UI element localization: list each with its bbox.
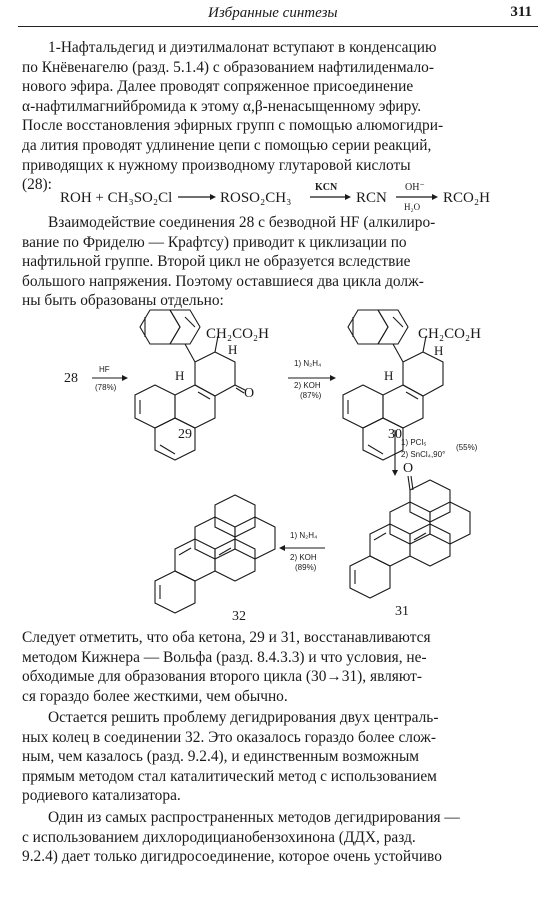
step3-reagent-2: 2) SnCl₄,90° <box>401 450 446 459</box>
step2-reagent-1: 1) N₂H₄ <box>294 359 322 368</box>
reaction-equation <box>60 180 500 212</box>
text-line: обходимые для образования второго цикла (30→31), являют- <box>22 668 423 686</box>
compound-32-label: 32 <box>232 609 246 624</box>
text-line: После восстановления эфирных групп с помощью алюмогидри- <box>22 117 444 135</box>
paragraph-4 <box>22 708 540 806</box>
text-line: нового эфира. Далее проводят сопряженное присоединение <box>22 78 414 96</box>
h-atom-30a: H <box>434 343 444 358</box>
text-line: нафтильной группе. Второй цикл не образуется вследствие <box>22 253 411 271</box>
eq-reactants: ROH + CH₃SO₂Cl <box>60 190 173 206</box>
text-line: родиевого катализатора. <box>22 787 181 805</box>
step2-reagent-2: 2) KOH <box>294 381 321 390</box>
step2-yield: (87%) <box>300 391 322 400</box>
h-atom-30b: H <box>384 368 394 383</box>
page-number: 311 <box>510 4 532 20</box>
text-line: 1-Нафтальдегид и диэтилмалонат вступают в конденсацию <box>48 39 437 56</box>
compound-29-label: 29 <box>178 427 192 442</box>
eq-nitrile: RCN <box>356 190 387 206</box>
running-title: Избранные синтезы <box>208 5 338 21</box>
text-line: (28): <box>22 176 52 194</box>
compound-31-structure <box>350 476 470 598</box>
h-atom-29a: H <box>228 342 238 357</box>
text-line: прямым методом стал каталитический метод с использованием <box>22 767 437 785</box>
text-line: 9.2.4) дает только дигидросоединение, которое очень устойчиво <box>22 848 442 866</box>
h-atom-29b: H <box>175 368 185 383</box>
reaction-scheme <box>0 300 552 630</box>
running-header <box>18 4 538 24</box>
substituent-29: CH₂CO₂H <box>206 326 269 342</box>
ketone-oxygen-29: O <box>244 386 255 401</box>
text-line: Взаимодействие соединения 28 с безводной HF (алкилиро- <box>48 214 436 231</box>
text-line: ны быть образованы отдельно: <box>22 292 224 310</box>
text-line: ных колец в соединении 32. Это оказалось гораздо более слож- <box>22 728 437 746</box>
paragraph-1 <box>22 38 540 195</box>
eq-kcn: KCN <box>315 182 338 193</box>
text-line: ным, чем казалось (разд. 9.2.4), и единственным возможным <box>22 748 420 766</box>
paragraph-2 <box>22 213 540 311</box>
text-line: Следует отметить, что оба кетона, 29 и 31, восстанавливаются <box>22 629 431 646</box>
text-line: большого напряжения. Поэтому оставшиеся два цикла долж- <box>22 272 424 290</box>
text-line: вание по Фриделю — Крафтсу) приводит к циклизации по <box>22 233 407 251</box>
compound-30-label: 30 <box>388 427 402 442</box>
text-line: методом Кижнера — Вольфа (разд. 8.4.3.3) и что условия, не- <box>22 648 427 666</box>
eq-hydroxide: OH⁻ <box>405 182 425 193</box>
paragraph-3 <box>22 628 540 706</box>
substituent-30: CH₂CO₂H <box>418 326 481 342</box>
text-line: ся гораздо более жесткими, чем обычно. <box>22 687 288 705</box>
eq-water: H₂O <box>404 202 421 212</box>
eq-acid: RCO₂H <box>443 190 490 206</box>
compound-31-label: 31 <box>395 604 409 619</box>
text-line: да лития проводят удлинение цепи с помощью серии реакций, <box>22 136 432 154</box>
hf-reagent: HF <box>99 365 110 374</box>
paragraph-5 <box>22 808 540 867</box>
ketone-oxygen-31: O <box>403 461 414 476</box>
step3-reagent-1: 1) PCl₅ <box>401 438 427 447</box>
text-line: приводящих к нужному производному глутаровой кислоты <box>22 156 411 174</box>
compound-32-structure <box>155 495 275 613</box>
text-line: по Кнёвенагелю (разд. 5.1.4) с образованием нафтилиденмало- <box>22 58 435 76</box>
start-compound-number: 28 <box>64 371 78 386</box>
step3-yield: (55%) <box>456 443 478 452</box>
step4-yield: (89%) <box>295 563 317 572</box>
hf-yield: (78%) <box>95 383 117 392</box>
header-rule <box>18 26 538 27</box>
text-line: Один из самых распространенных методов дегидрирования — <box>48 809 460 826</box>
step4-reagent-2: 2) KOH <box>290 553 317 562</box>
step4-reagent-1: 1) N₂H₄ <box>290 531 318 540</box>
text-line: α-нафтилмагнийбромида к этому α,β-ненасыщенному эфиру. <box>22 97 422 115</box>
eq-mesylate: ROSO₂CH₃ <box>220 190 292 206</box>
text-line: с использованием дихлородицианобензохинона (ДДХ, разд. <box>22 828 416 846</box>
text-line: Остается решить проблему дегидрирования двух централь- <box>48 709 439 726</box>
